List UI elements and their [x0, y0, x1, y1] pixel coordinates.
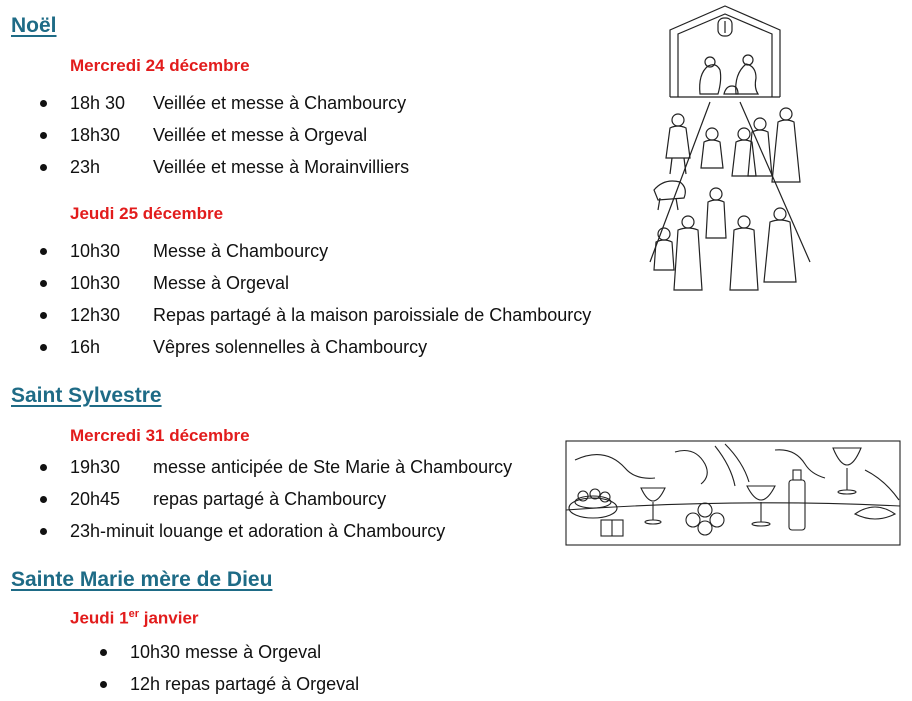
bullet-icon [40, 132, 47, 139]
bullet-icon [40, 464, 47, 471]
bullet-icon [40, 280, 47, 287]
event-description: Vêpres solennelles à Chambourcy [153, 337, 428, 357]
bullet-icon [40, 100, 47, 107]
event-time: 16h [70, 337, 101, 357]
bullet-icon [100, 681, 107, 688]
event-time: 23h [70, 157, 101, 177]
event-time: 10h30 [70, 273, 121, 293]
bullet-icon [40, 312, 47, 319]
section-title-sainte-marie: Sainte Marie mère de Dieu [11, 568, 273, 591]
bullet-icon [100, 649, 107, 656]
event-description: 10h30 messe à Orgeval [130, 642, 322, 662]
date-ordinal-suffix: er [128, 608, 139, 620]
festive-table-illustration [565, 440, 901, 546]
date-heading-1-jan [70, 608, 199, 629]
event-description: Veillée et messe à Morainvilliers [153, 157, 410, 177]
event-time: 19h30 [70, 457, 121, 477]
bullet-icon [40, 528, 47, 535]
bullet-icon [40, 164, 47, 171]
bullet-icon [40, 496, 47, 503]
event-description: Messe à Orgeval [153, 273, 290, 293]
event-description: Repas partagé à la maison paroissiale de Chambourcy [153, 305, 592, 325]
date-day: Jeudi 1 [70, 608, 129, 628]
date-month: janvier [139, 608, 199, 628]
date-heading-24-dec: Mercredi 24 décembre [70, 56, 250, 75]
event-description: 23h-minuit louange et adoration à Chambourcy [70, 521, 446, 541]
event-time: 18h30 [70, 125, 121, 145]
event-description: Messe à Chambourcy [153, 241, 329, 261]
event-description: 12h repas partagé à Orgeval [130, 674, 360, 694]
event-time: 12h30 [70, 305, 121, 325]
bullet-icon [40, 344, 47, 351]
event-description: repas partagé à Chambourcy [153, 489, 387, 509]
event-time: 20h45 [70, 489, 121, 509]
section-title-saint-sylvestre: Saint Sylvestre [11, 384, 162, 407]
event-description: Veillée et messe à Orgeval [153, 125, 368, 145]
event-description: Veillée et messe à Chambourcy [153, 93, 407, 113]
event-time: 18h 30 [70, 93, 126, 113]
section-title-noel: Noël [11, 14, 57, 37]
date-heading-25-dec: Jeudi 25 décembre [70, 204, 224, 223]
event-time: 10h30 [70, 241, 121, 261]
event-description: messe anticipée de Ste Marie à Chambourcy [153, 457, 513, 477]
date-heading-31-dec: Mercredi 31 décembre [70, 426, 250, 445]
nativity-procession-illustration [640, 2, 892, 298]
bullet-icon [40, 248, 47, 255]
